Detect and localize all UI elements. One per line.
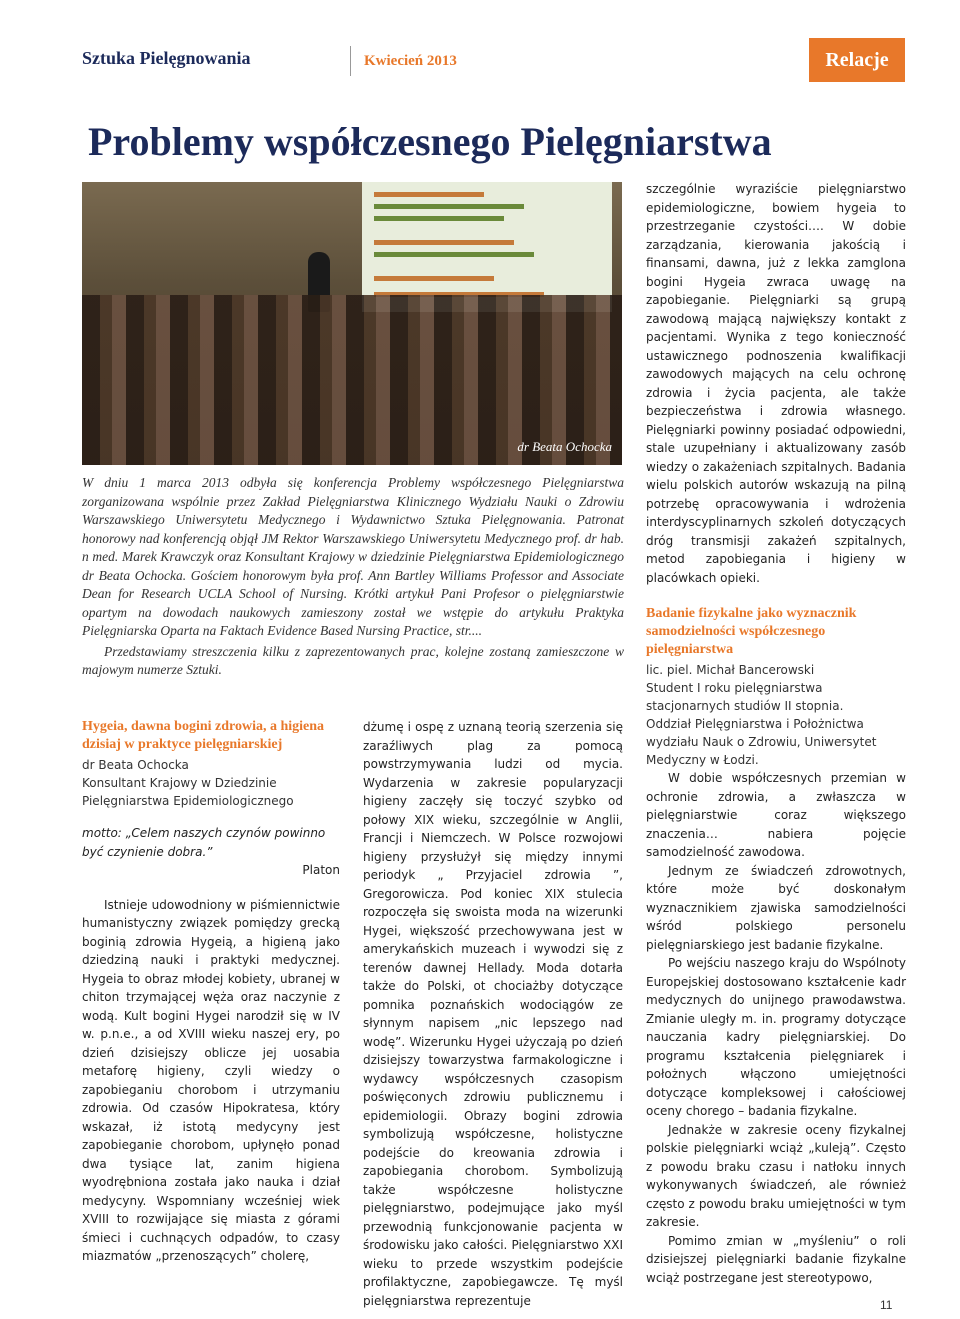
article-1-body-3: szczególnie wyraziście pielęgniarstwo epidemiologiczne, bowiem hygeia to przestrzeganie czystości…. W dobie zarządzania, kierowania jakością i finansami, dawna, już z lekka zamglona bogini Hygeia zwraca uwagę na zapobieganie. Pielęgniarki są grupą zawodową mającą największy kontakt z pacjentami. Wynika z tego konieczność ustawicznego podnoszenia kwalifikacji zawodowych mających na celu ochronę zdrowia i życia pacjenta, ale także bezpieczeństwa i zdrowia własnego. Pielęgniarki powinny posiadać odpowiedni, stale uzupełniany i aktualizowany zasób wiedzy o zakażeniach szpitalnych. Badania wielu polskich autorów wskazują na pilną potrzebę opracowywania i wdrożenia interdyscyplinarnych szkoleń dotyczących dróg transmisji zakażeń szpitalnych, metod zapobiegania i higieny w placówkach opieki. [646, 182, 906, 585]
conference-photo [82, 182, 622, 465]
projector-screen [362, 182, 612, 312]
article-2-body-1: W dobie współczesnych przemian w ochronie zdrowia, a zwłaszcza w pielęgniarstwie coraz większego znaczenia… nabiera pojęcie samodzielność zawodowa. [646, 771, 906, 859]
article-2-title: Badanie fizykalne jako wyznacznik samodzielności współczesnego pielęgniarstwa [646, 606, 857, 657]
column-3 [646, 180, 906, 1287]
article-2-body-3: Po wejściu naszego kraju do Wspólnoty Europejskiej dostosowano kształcenie kadr medycznych do unijnego prawodawstwa. Zmianie uległy m. in. programy dotyczące nauczania kadry pielęgniarskiej. Do programu kształcenia pielęgniarek i położnych włączono umiejętności dotyczące kompleksowej i całościowej oceny chorego – badania fizykalne. [646, 956, 906, 1118]
photo-caption: dr Beata Ochocka [517, 439, 612, 454]
article-2-body-4: Jednakże w zakresie oceny fizykalnej polskie pielęgniarki wciąż „kuleją”. Często z powodu braku czasu i natłoku innych wykonywanych świadczeń, ale również często z powodu braku umiejętności w tym zakresie. [646, 1122, 906, 1229]
article-2-dept: Oddział Pielęgniarstwa i Położnictwa wydziału Nauk o Zdrowiu, Uniwersytet Medyczny w Łodzi. [646, 717, 877, 767]
lead-text: W dniu 1 marca 2013 odbyła się konferencja Problemy współczesnego Pielęgniarstwa zorganizowana wspólnie przez Zakład Pielęgniarstwa Klinicznego Wydziału Nauki o Zdrowiu Warszawskiego Uniwersytetu Medycznego i Wydawnictwo Sztuka Pielęgnowania. Patronat honorowy nad konferencją objął JM Rektor Warszawskiego Uniwersytetu Medycznego prof. dr hab. n med. Marek Krawczyk oraz Konsultant Krajowy w dziedzinie Pielęgniarstwa Epidemiologicznego dr Beata Ochocka. Gościem honorowym była prof. Ann Bartley Williams Professor and Associate Dean for Research UCLA School of Nursing. Krótki artykuł Pani Profesor o pielęgniarstwie opartym na dowodach naukowych zamieszony został we wstępie do artykułu Praktyka Pielęgniarska Oparta na Faktach Evidence Based Nursing Practice, str.... [82, 475, 624, 638]
issue-date: Kwiecień 2013 [364, 53, 457, 69]
motto-author: Platon [302, 863, 340, 877]
article-1-author: dr Beata Ochocka [82, 758, 189, 772]
article-1-role: Konsultant Krajowy w Dziedzinie Pielęgniarstwa Epidemiologicznego [82, 776, 294, 808]
page-title: Problemy współczesnego Pielęgniarstwa [88, 119, 772, 164]
section-tab: Relacje [809, 38, 905, 82]
lead-paragraph [82, 474, 624, 682]
header-divider [350, 46, 351, 76]
article-2-author: lic. piel. Michał Bancerowski [646, 663, 815, 677]
page-number: 11 [880, 1298, 893, 1312]
page-header [82, 44, 912, 80]
magazine-brand: Sztuka Pielęgnowania [82, 48, 251, 68]
lead-text-2: Przedstawiamy streszczenia kilku z zaprezentowanych prac, kolejne zostaną zamieszczone w majowym numerze Sztuki. [82, 643, 624, 677]
article-2-role: Student I roku pielęgniarstwa stacjonarnych studiów II stopnia. [646, 681, 844, 713]
article-1-title: Hygeia, dawna bogini zdrowia, a higiena dzisiaj w praktyce pielęgniarskiej [82, 719, 325, 752]
article-1-motto: motto: „Celem naszych czynów powinno być czynienie dobra.” [82, 826, 326, 859]
article-1-body-2: dżumę i ospę z uznaną teorią szerzenia się zaraźliwych plag za pomocą powstrzymywania ludzi od mycia. Wydarzenia w zakresie popularyzacji higieny zaczęły się toczyć szybko od połowy XIX wieku, szczególnie w Anglii, Francji i Niemczech. W Polsce rozwojowi higieny przysłużył się między innymi periodyk „ Przyjaciel zdrowia ”, Gregorowicza. Pod koniec XIX stulecia rozpoczęła się swoista moda na wizerunki Hygei, większość przechowywana jest w amerykańskich muzeach i wywodzi się z terenów dawnej Hellady. Moda dotarła także do Polski, ot chociażby dotyczące pomnika poznańskich wodociągów ze słynnym napisem „nic lepszego nad wodę”. Wizerunku Hygei użyczają po dzień dzisiejszy towarzystwa farmakologiczne i wydawcy współczesnych czasopism poświęconych zdrowiu publicznemu i epidemiologii. Obrazy bogini zdrowia symbolizują współczesne, holistyczne podejście do kreowania zdrowia i zapobiegania chorobom. Symbolizują także współczesne holistyczne pielęgniarstwo, podejmujące jako myśl przewodnią funkcjonowanie pacjenta w środowisku jako całości. Pielęgniarstwo XXI wieku to przede wszystkim podejście profilaktyczne, zapobiegawcze. Tę myśl pielęgniarstwa reprezentuje [363, 720, 623, 1308]
article-2-body-2: Jednym ze świadczeń zdrowotnych, które może być doskonałym wyznacznikiem zjawiska samodzielności wśród polskiego personelu pielęgniarskiego jest badanie fizykalne. [646, 863, 906, 952]
column-1 [82, 718, 340, 1266]
article-2-body-5: Pomimo zmian w „myśleniu” o roli dzisiejszej pielęgniarki badanie fizykalne wciąż postrzegane jest stereotypowo, [646, 1233, 906, 1285]
column-2 [363, 718, 623, 1310]
article-1-body-1: Istnieje udowodniony w piśmiennictwie humanistyczny związek pomiędzy grecką boginią zdrowia Hygeią, a higieną jako dziedziną nauki i praktyki medycznej. Hygeia to obraz młodej kobiety, ubranej w chiton trzymającej węża oraz naczynie z wodą. Kult bogini Hygei narodził się w IV w. p.n.e., a od XVIII wieku naszej ery, po dzień dzisiejszy oblicze jej uosabia metaforę higieny, czyli wiedzy o zapobieganiu chorobom i utrzymaniu zdrowia. Od czasów Hipokratesa, który wskazał, iż istotą medycyny jest zapobieganie chorobom, upłynęło ponad dwa tysiące lat, zanim higiena wyodrębniona została jako nauka i dział medycyny. Wspomniany wcześniej wiek XVIII to rozwijające się miasta z górami śmieci i cuchnących odpadów, to czasy miazmatów „przenoszących” cholerę, [82, 897, 340, 1263]
